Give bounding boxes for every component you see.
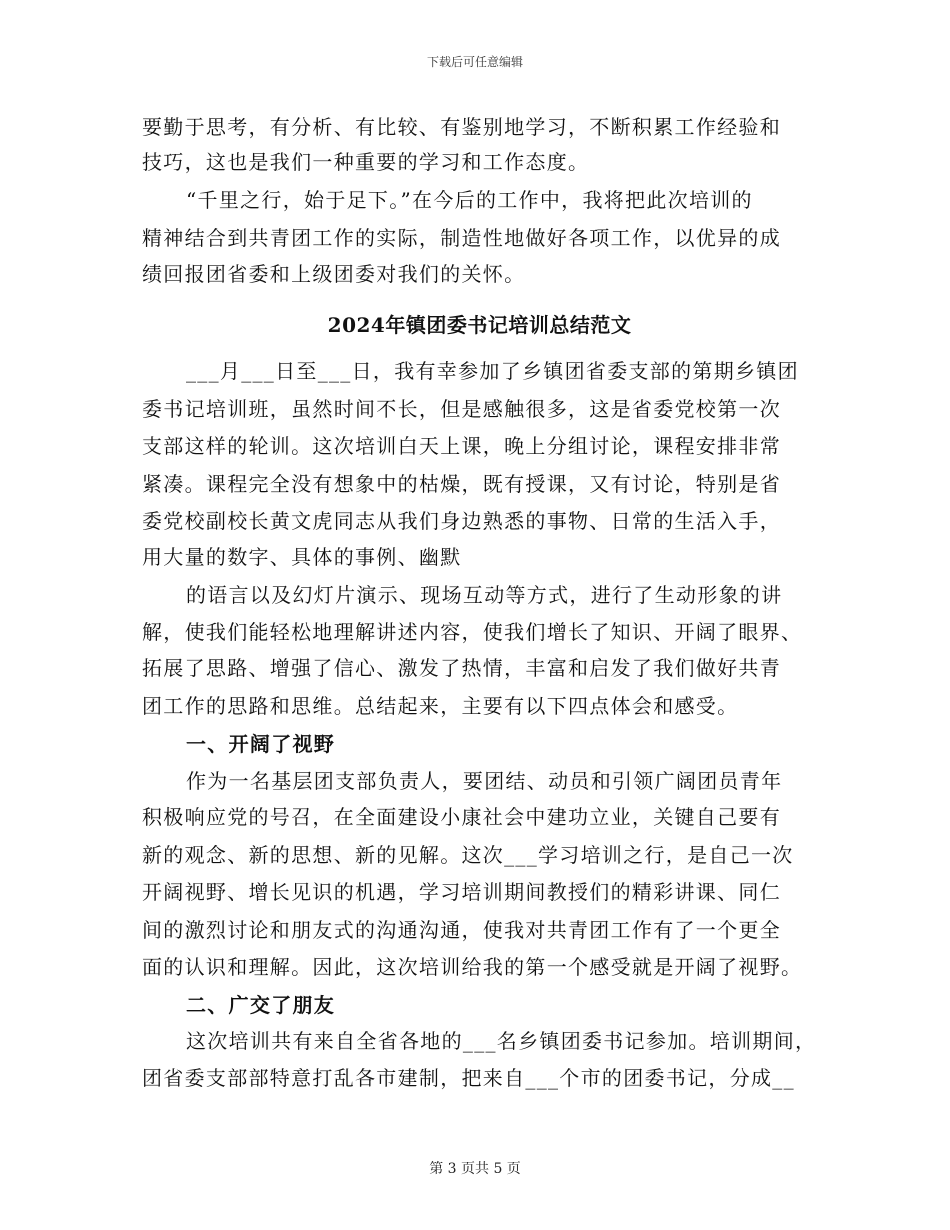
paragraph-line: 委书记培训班，虽然时间不长，但是感触很多，这是省委党校第一次 (142, 397, 781, 421)
paragraph-line: 团省委支部部特意打乱各市建制，把来自___个市的团委书记，分成__ (142, 1066, 795, 1090)
page-footer: 第 3 页共 5 页 (429, 1161, 521, 1177)
paragraph-line: 解，使我们能轻松地理解讲述内容，使我们增长了知识、开阔了眼界、 (142, 620, 803, 644)
section-heading: 一、开阔了视野 (186, 732, 336, 756)
paragraph-line: 紧凑。课程完全没有想象中的枯燥，既有授课，又有讨论，特别是省 (142, 472, 781, 496)
paragraph-line: 面的认识和理解。因此，这次培训给我的第一个感受就是开阔了视野。 (142, 955, 803, 979)
paragraph-line: 开阔视野、增长见识的机遇，学习培训期间教授们的精彩讲课、同仁 (142, 880, 781, 904)
paragraph-line: 作为一名基层团支部负责人，要团结、动员和引领广阔团员青年 (186, 769, 783, 793)
paragraph-line: 支部这样的轮训。这次培训白天上课，晚上分组讨论，课程安排非常 (142, 434, 781, 458)
paragraph-line: 团工作的思路和思维。总结起来，主要有以下四点体会和感受。 (142, 694, 739, 718)
paragraph-line: 精神结合到共青团工作的实际，制造性地做好各项工作，以优异的成 (142, 226, 781, 250)
paragraph-line: 间的激烈讨论和朋友式的沟通沟通，使我对共青团工作有了一个更全 (142, 918, 781, 942)
paragraph-line: 的语言以及幻灯片演示、现场互动等方式，进行了生动形象的讲 (186, 583, 783, 607)
paragraph-line: 积极响应党的号召，在全面建设小康社会中建功立业，关键自己要有 (142, 805, 781, 829)
paragraph-line: 用大量的数字、具体的事例、幽默 (142, 545, 462, 569)
paragraph-line: ___月___日至___日，我有幸参加了乡镇团省委支部的第期乡镇团 (186, 359, 799, 383)
section-title: 2024年镇团委书记培训总结范文 (327, 313, 632, 337)
paragraph-line: 绩回报团省委和上级团委对我们的关怀。 (142, 262, 526, 286)
paragraph-line: “千里之行，始于足下。”在今后的工作中，我将把此次培训的 (186, 188, 753, 212)
paragraph-line: 委党校副校长黄文虎同志从我们身边熟悉的事物、日常的生活入手， (142, 509, 781, 533)
paragraph-line: 拓展了思路、增强了信心、激发了热情，丰富和启发了我们做好共青 (142, 656, 781, 680)
paragraph-line: 要勤于思考，有分析、有比较、有鉴别地学习，不断积累工作经验和 (142, 115, 781, 139)
paragraph-line: 新的观念、新的思想、新的见解。这次___学习培训之行，是自己一次 (142, 843, 794, 867)
section-heading: 二、广交了朋友 (186, 993, 336, 1017)
paragraph-line: 这次培训共有来自全省各地的___名乡镇团委书记参加。培训期间， (186, 1029, 817, 1053)
page-header: 下载后可任意编辑 (426, 55, 523, 69)
paragraph-line: 技巧，这也是我们一种重要的学习和工作态度。 (142, 150, 590, 174)
